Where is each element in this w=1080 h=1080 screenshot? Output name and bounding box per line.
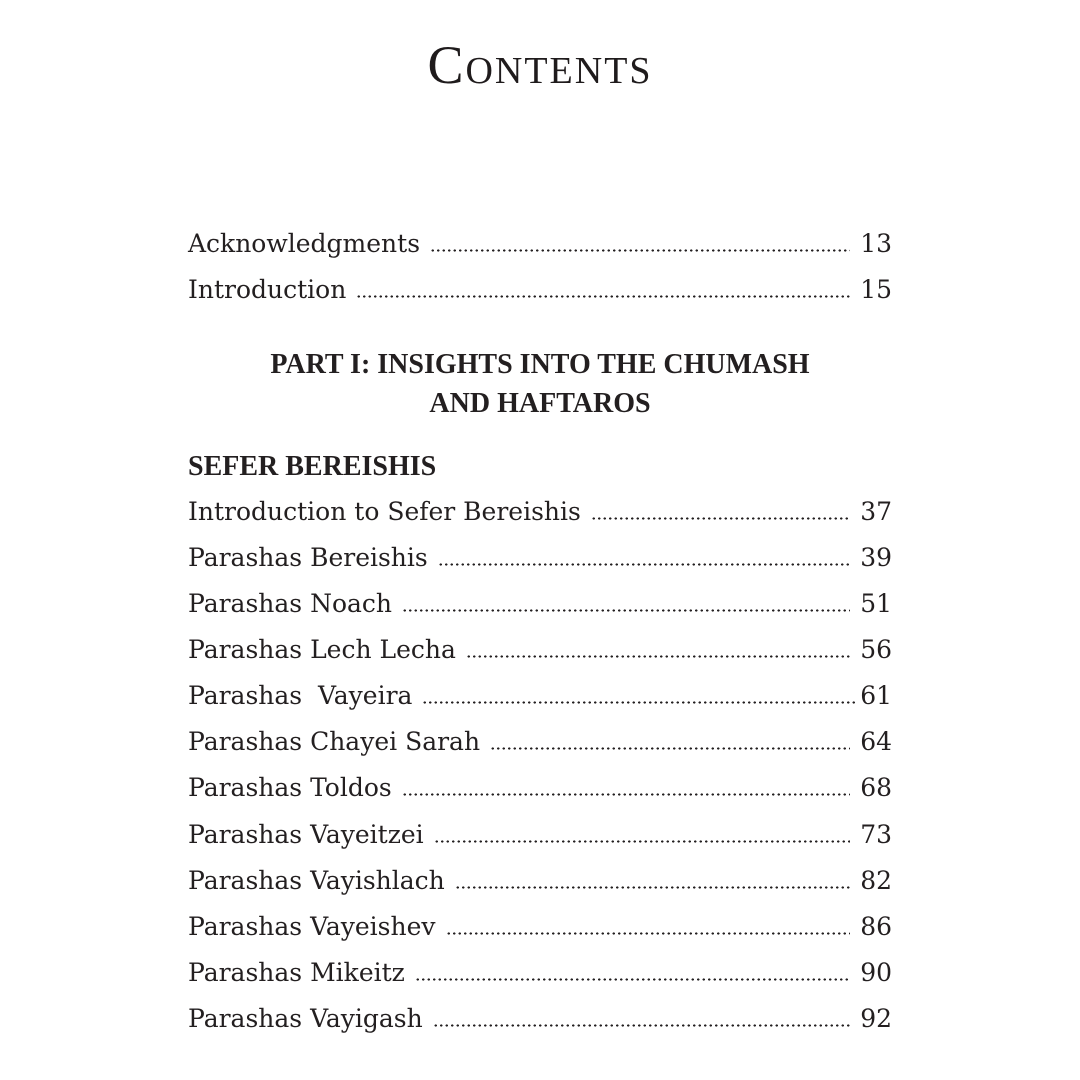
toc-entry-page: 61 — [860, 681, 892, 710]
toc-entry-page: 64 — [860, 727, 892, 756]
toc-entry-label: Parashas Toldos — [188, 773, 392, 802]
dot-leader — [415, 978, 850, 981]
toc-entry[interactable] — [188, 492, 892, 532]
page-title: Contents — [427, 35, 653, 95]
toc-entry-page: 39 — [860, 543, 892, 572]
toc-entry-label: Parashas Noach — [188, 589, 393, 618]
dot-leader — [422, 701, 858, 704]
toc-entry-label: Parashas Vayigash — [188, 1004, 423, 1033]
part-heading — [0, 345, 1080, 423]
toc-entry-page: 51 — [860, 589, 892, 618]
toc-entry[interactable] — [188, 815, 892, 855]
dot-leader — [455, 886, 850, 889]
toc-entry-label: Parashas Vayeitzei — [188, 820, 424, 849]
toc-entry-page: 92 — [860, 1004, 892, 1033]
dot-leader — [356, 295, 850, 298]
section-heading: SEFER BEREISHIS — [188, 451, 437, 482]
toc-entry-label: Parashas Vayishlach — [188, 866, 445, 895]
toc-entry-page: 56 — [860, 635, 892, 664]
toc-entry-page: 73 — [860, 820, 892, 849]
toc-entry-label: Acknowledgments — [188, 229, 421, 258]
toc-entry-page: 15 — [860, 275, 892, 304]
toc-entry-page: 82 — [860, 866, 892, 895]
toc-entry[interactable] — [188, 538, 892, 578]
toc-entry-page: 90 — [860, 958, 892, 987]
dot-leader — [466, 655, 850, 658]
toc-entry-label: Parashas Mikeitz — [188, 958, 405, 987]
toc-entry-label: Introduction to Sefer Bereishis — [188, 497, 581, 526]
part-heading-line-1: PART I: INSIGHTS INTO THE CHUMASH — [270, 349, 810, 380]
toc-entry-label: Parashas Vayeishev — [188, 912, 436, 941]
toc-entry-label: Parashas Chayei Sarah — [188, 727, 481, 756]
toc-entry[interactable] — [188, 861, 892, 901]
toc-entry-page: 37 — [860, 497, 892, 526]
dot-leader — [402, 793, 850, 796]
dot-leader — [490, 747, 850, 750]
toc-entry-page: 86 — [860, 912, 892, 941]
toc-entry[interactable] — [188, 630, 892, 670]
dot-leader — [591, 517, 850, 520]
toc-entry-label: Parashas Bereishis — [188, 543, 428, 572]
toc-entry-page: 68 — [860, 773, 892, 802]
dot-leader — [402, 609, 850, 612]
toc-entry-label: Introduction — [188, 275, 347, 304]
dot-leader — [433, 1024, 850, 1027]
toc-entry[interactable] — [188, 999, 892, 1039]
dot-leader — [430, 249, 850, 252]
toc-entry[interactable] — [188, 676, 892, 716]
toc-entry[interactable] — [188, 768, 892, 808]
dot-leader — [446, 932, 851, 935]
toc-entry-acknowledgments[interactable] — [188, 224, 892, 264]
part-heading-line-2: AND HAFTAROS — [429, 388, 651, 419]
toc-entry[interactable] — [188, 953, 892, 993]
dot-leader — [434, 840, 851, 843]
toc-entry-label: Parashas Vayeira — [188, 681, 413, 710]
dot-leader — [438, 563, 850, 566]
toc-entry-page: 13 — [860, 229, 892, 258]
toc-entry-label: Parashas Lech Lecha — [188, 635, 456, 664]
toc-entry[interactable] — [188, 722, 892, 762]
toc-entry[interactable] — [188, 907, 892, 947]
toc-entry[interactable] — [188, 584, 892, 624]
toc-entry-introduction[interactable] — [188, 270, 892, 310]
